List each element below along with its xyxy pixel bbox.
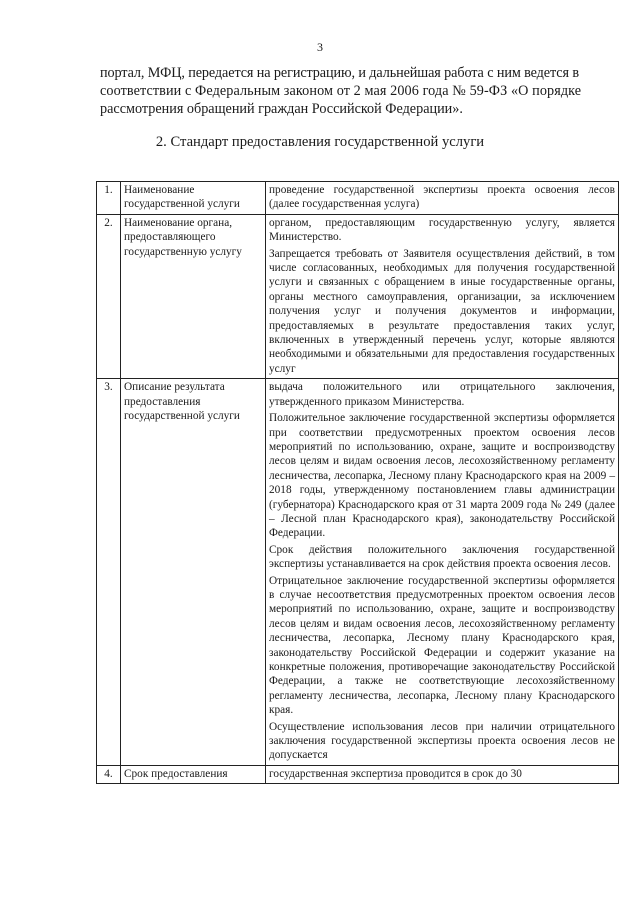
- row-content: [266, 765, 619, 783]
- row-number: 3.: [97, 379, 121, 766]
- row-label: Описание результата предоставления государственной услуги: [121, 379, 266, 766]
- row-content: [266, 214, 619, 378]
- page-number: 3: [317, 40, 323, 54]
- content-paragraph: Осуществление использования лесов при наличии отрицательного заключения государственной экспертизы проекта освоения лесов не допускается: [269, 720, 615, 762]
- row-number: 1.: [97, 182, 121, 215]
- intro-line: рассмотрения обращений граждан Российской Федерации».: [100, 101, 463, 117]
- intro-paragraph: [100, 64, 615, 118]
- standard-table: [96, 181, 619, 784]
- content-paragraph: выдача положительного или отрицательного заключения, утвержденного приказом Министерства.: [269, 381, 615, 408]
- content-paragraph: Срок действия положительного заключения государственной экспертизы устанавливается на срок действия проекта освоения лесов.: [269, 543, 615, 571]
- content-paragraph: Отрицательное заключение государственной экспертизы оформляется в случае несоответствия предусмотренных проектом освоения лесов мероприятий по использованию, охране, защите и воспроизводству лесов целям и видам освоения лесов, лесохозяйственному регламенту лесничества, лесопарка, Лесному плану Краснодарского края, законодательству Российской Федерации и содержит указание на конкретные положения, противоречащие законодательству Российской Федерации, а также не соответствующие лесохозяйственному регламенту лесничества, лесопарка, Лесному плану Краснодарского края.: [269, 574, 615, 717]
- table-row: [97, 182, 619, 215]
- intro-line: соответствии с Федеральным законом от 2 мая 2006 года № 59-ФЗ «О порядке: [100, 83, 582, 99]
- row-number: 2.: [97, 214, 121, 378]
- table-row: [97, 765, 619, 783]
- content-paragraph: Запрещается требовать от Заявителя осуществления действий, в том числе согласованных, необходимых для получения государственной услуги и связанных с обращением в иные государственные органы, органы местного самоуправления, организации, за исключением получения услуг и получения документов и информации, предоставляемых в результате предоставления таких услуг, включенных в утвержденный перечень услуг, которые являются необходимыми и обязательными для предоставления государственных услуг: [269, 247, 615, 375]
- table-row: [97, 214, 619, 378]
- content-paragraph: проведение государственной экспертизы проекта освоения лесов (далее государственная услуга): [269, 184, 615, 211]
- row-label: Срок предоставления: [121, 765, 266, 783]
- row-content: [266, 379, 619, 766]
- row-number: 4.: [97, 765, 121, 783]
- intro-line: портал, МФЦ, передается на регистрацию, и дальнейшая работа с ним ведется в: [100, 65, 579, 81]
- content-paragraph: органом, предоставляющим государственную услугу, является Министерство.: [269, 216, 615, 244]
- row-content: [266, 182, 619, 215]
- content-paragraph: Положительное заключение государственной экспертизы оформляется при соответствии предусмотренных проектом освоения лесов мероприятий по использованию, охране, защите и воспроизводству лесов целям и видам освоения лесов, лесохозяйственному регламенту лесничества, лесопарка, Лесному плану Краснодарского края на 2009 – 2018 годы, утвержденному постановлением главы администрации (губернатора) Краснодарского края от 31 марта 2009 года № 249 (далее – Лесной план Краснодарского края), законодательству Российской Федерации.: [269, 412, 615, 540]
- content-paragraph: государственная экспертиза проводится в срок до 30: [269, 767, 522, 780]
- row-label: Наименование органа, предоставляющего государственную услугу: [121, 214, 266, 378]
- section-title: 2. Стандарт предоставления государственной услуги: [155, 134, 485, 150]
- table-row: [97, 379, 619, 766]
- row-label: Наименование государственной услуги: [121, 182, 266, 215]
